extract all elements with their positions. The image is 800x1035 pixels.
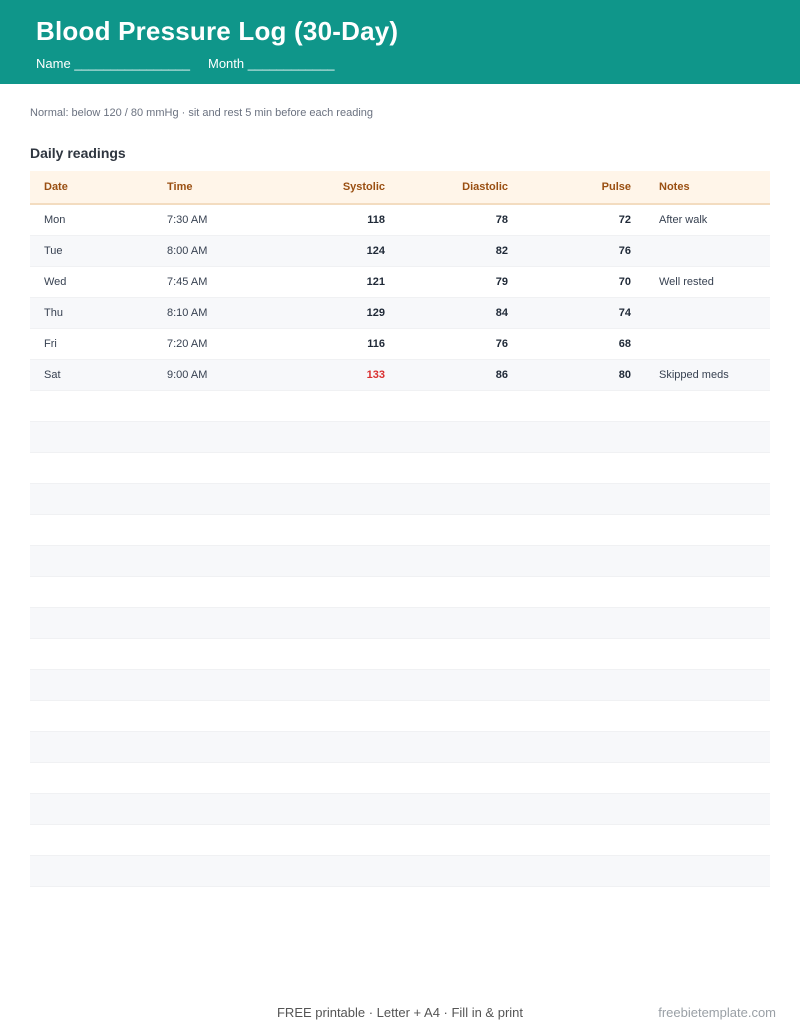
cell-date: Wed [44, 275, 67, 288]
cell-diastolic: 84 [495, 306, 508, 319]
blank-row [30, 669, 770, 700]
name-field [36, 56, 190, 71]
blank-cell [522, 421, 645, 452]
column-header-date: Date [44, 181, 68, 193]
blank-cell [276, 824, 399, 855]
blank-cell [645, 545, 770, 576]
cell-pulse: 70 [618, 275, 631, 288]
blank-cell [522, 731, 645, 762]
blank-cell [399, 700, 522, 731]
cell-diastolic: 82 [495, 244, 508, 257]
blank-cell [153, 793, 276, 824]
cell-systolic: 121 [366, 275, 385, 288]
blank-cell [522, 576, 645, 607]
blank-cell [399, 762, 522, 793]
blank-cell [153, 669, 276, 700]
blank-cell [522, 855, 645, 886]
blank-cell [399, 607, 522, 638]
blank-cell [276, 731, 399, 762]
blank-cell [30, 793, 153, 824]
blank-cell [645, 855, 770, 886]
cell-pulse: 76 [618, 244, 631, 257]
blank-row [30, 483, 770, 514]
cell-time: 7:20 AM [167, 337, 208, 350]
column-header-systolic: Systolic [342, 181, 385, 193]
blank-cell [645, 700, 770, 731]
name-label: Name [36, 56, 71, 71]
blank-row [30, 421, 770, 452]
page-title: Blood Pressure Log (30-Day) [36, 16, 399, 46]
blank-row [30, 855, 770, 886]
cell-date: Mon [44, 213, 66, 226]
blank-cell [399, 638, 522, 669]
blank-cell [30, 390, 153, 421]
blank-cell [153, 762, 276, 793]
blank-cell [276, 576, 399, 607]
readings-table [30, 171, 770, 887]
header-fields [36, 56, 335, 71]
cell-date: Sat [44, 368, 61, 381]
blank-cell [522, 793, 645, 824]
blank-row [30, 452, 770, 483]
blank-row [30, 576, 770, 607]
cell-diastolic: 86 [495, 368, 508, 381]
blank-row [30, 731, 770, 762]
cell-time: 7:30 AM [167, 213, 208, 226]
readings-table-wrap [30, 171, 770, 887]
cell-systolic: 124 [366, 244, 385, 257]
blank-cell [399, 421, 522, 452]
blank-row [30, 545, 770, 576]
cell-diastolic: 76 [495, 337, 508, 350]
blank-cell [522, 483, 645, 514]
blank-cell [276, 452, 399, 483]
blank-cell [276, 700, 399, 731]
blank-cell [399, 855, 522, 886]
cell-systolic: 129 [366, 306, 385, 319]
blank-cell [153, 700, 276, 731]
blank-cell [276, 855, 399, 886]
blank-row [30, 607, 770, 638]
cell-date: Thu [44, 306, 63, 319]
month-label: Month [208, 56, 245, 71]
cell-pulse: 72 [618, 213, 631, 226]
blank-row [30, 793, 770, 824]
blank-cell [399, 545, 522, 576]
blank-cell [30, 514, 153, 545]
blank-cell [522, 452, 645, 483]
guidance-note: Normal: below 120 / 80 mmHg · sit and rest 5 min before each reading [30, 107, 373, 119]
blank-cell [645, 762, 770, 793]
cell-notes: Well rested [659, 275, 714, 288]
cell-time: 7:45 AM [167, 275, 208, 288]
table-header-row [30, 171, 770, 204]
blank-cell [276, 669, 399, 700]
cell-notes [645, 235, 770, 266]
blank-cell [30, 855, 153, 886]
blank-cell [522, 669, 645, 700]
cell-time: 9:00 AM [167, 368, 208, 381]
blank-cell [153, 390, 276, 421]
cell-systolic: 133 [366, 368, 385, 381]
blank-cell [522, 824, 645, 855]
blank-cell [276, 793, 399, 824]
cell-pulse: 68 [618, 337, 631, 350]
blank-cell [30, 452, 153, 483]
blank-cell [276, 483, 399, 514]
blank-cell [153, 421, 276, 452]
blank-cell [399, 669, 522, 700]
blank-cell [30, 762, 153, 793]
blank-cell [30, 638, 153, 669]
blank-cell [30, 421, 153, 452]
blank-cell [645, 731, 770, 762]
cell-diastolic: 78 [495, 213, 508, 226]
blank-cell [153, 483, 276, 514]
blank-cell [30, 483, 153, 514]
blank-cell [399, 483, 522, 514]
name-blank: ________________ [74, 56, 190, 71]
blank-row [30, 700, 770, 731]
blank-row [30, 514, 770, 545]
table-row [30, 266, 770, 297]
blank-cell [645, 421, 770, 452]
blank-cell [399, 793, 522, 824]
cell-date: Fri [44, 337, 57, 350]
blank-cell [522, 390, 645, 421]
blank-cell [645, 576, 770, 607]
blank-row [30, 638, 770, 669]
cell-notes [645, 297, 770, 328]
blank-cell [399, 390, 522, 421]
column-header-pulse: Pulse [601, 181, 631, 193]
cell-time: 8:10 AM [167, 306, 208, 319]
table-row [30, 297, 770, 328]
blank-cell [153, 731, 276, 762]
blank-cell [153, 824, 276, 855]
cell-time: 8:00 AM [167, 244, 208, 257]
blank-cell [276, 762, 399, 793]
cell-notes: Skipped meds [659, 368, 729, 381]
cell-notes: After walk [659, 213, 708, 226]
blank-cell [30, 669, 153, 700]
blank-cell [522, 700, 645, 731]
blank-row [30, 762, 770, 793]
blank-row [30, 390, 770, 421]
blank-cell [645, 793, 770, 824]
cell-systolic: 118 [367, 213, 385, 226]
table-row [30, 235, 770, 266]
blank-cell [645, 638, 770, 669]
blank-cell [522, 638, 645, 669]
column-header-notes: Notes [659, 181, 690, 193]
header-banner [0, 0, 800, 84]
blank-cell [399, 731, 522, 762]
blank-cell [645, 452, 770, 483]
blank-cell [276, 638, 399, 669]
blank-cell [522, 607, 645, 638]
blank-cell [645, 607, 770, 638]
blank-cell [276, 514, 399, 545]
blank-cell [30, 607, 153, 638]
table-row [30, 359, 770, 390]
blank-cell [522, 545, 645, 576]
month-field [208, 56, 335, 71]
blank-cell [645, 483, 770, 514]
blank-cell [153, 545, 276, 576]
blank-cell [30, 576, 153, 607]
column-header-diastolic: Diastolic [462, 181, 508, 193]
blank-cell [645, 390, 770, 421]
table-row [30, 204, 770, 235]
blank-cell [30, 731, 153, 762]
blank-cell [30, 545, 153, 576]
blank-row [30, 824, 770, 855]
footer-site: freebietemplate.com [658, 1005, 776, 1020]
blank-cell [153, 638, 276, 669]
blank-cell [153, 514, 276, 545]
blank-cell [645, 514, 770, 545]
blank-cell [399, 576, 522, 607]
table-body [30, 204, 770, 886]
blank-cell [522, 762, 645, 793]
cell-systolic: 116 [367, 337, 385, 350]
month-blank: ____________ [247, 56, 335, 71]
blank-cell [153, 452, 276, 483]
section-title: Daily readings [30, 145, 126, 161]
blank-cell [645, 824, 770, 855]
blank-cell [399, 452, 522, 483]
cell-date: Tue [44, 244, 63, 257]
blank-cell [30, 700, 153, 731]
blank-cell [645, 669, 770, 700]
blank-cell [276, 607, 399, 638]
blank-cell [276, 545, 399, 576]
cell-pulse: 80 [618, 368, 631, 381]
column-header-time: Time [167, 181, 193, 193]
cell-pulse: 74 [618, 306, 631, 319]
blank-cell [153, 576, 276, 607]
footer-info: FREE printable · Letter + A4 · Fill in & print [276, 1005, 524, 1020]
blank-cell [399, 824, 522, 855]
table-row [30, 328, 770, 359]
blank-cell [399, 514, 522, 545]
blank-cell [276, 390, 399, 421]
cell-diastolic: 79 [495, 275, 508, 288]
blank-cell [276, 421, 399, 452]
blank-cell [153, 607, 276, 638]
blank-cell [30, 824, 153, 855]
cell-notes [645, 328, 770, 359]
blank-cell [153, 855, 276, 886]
blank-cell [522, 514, 645, 545]
